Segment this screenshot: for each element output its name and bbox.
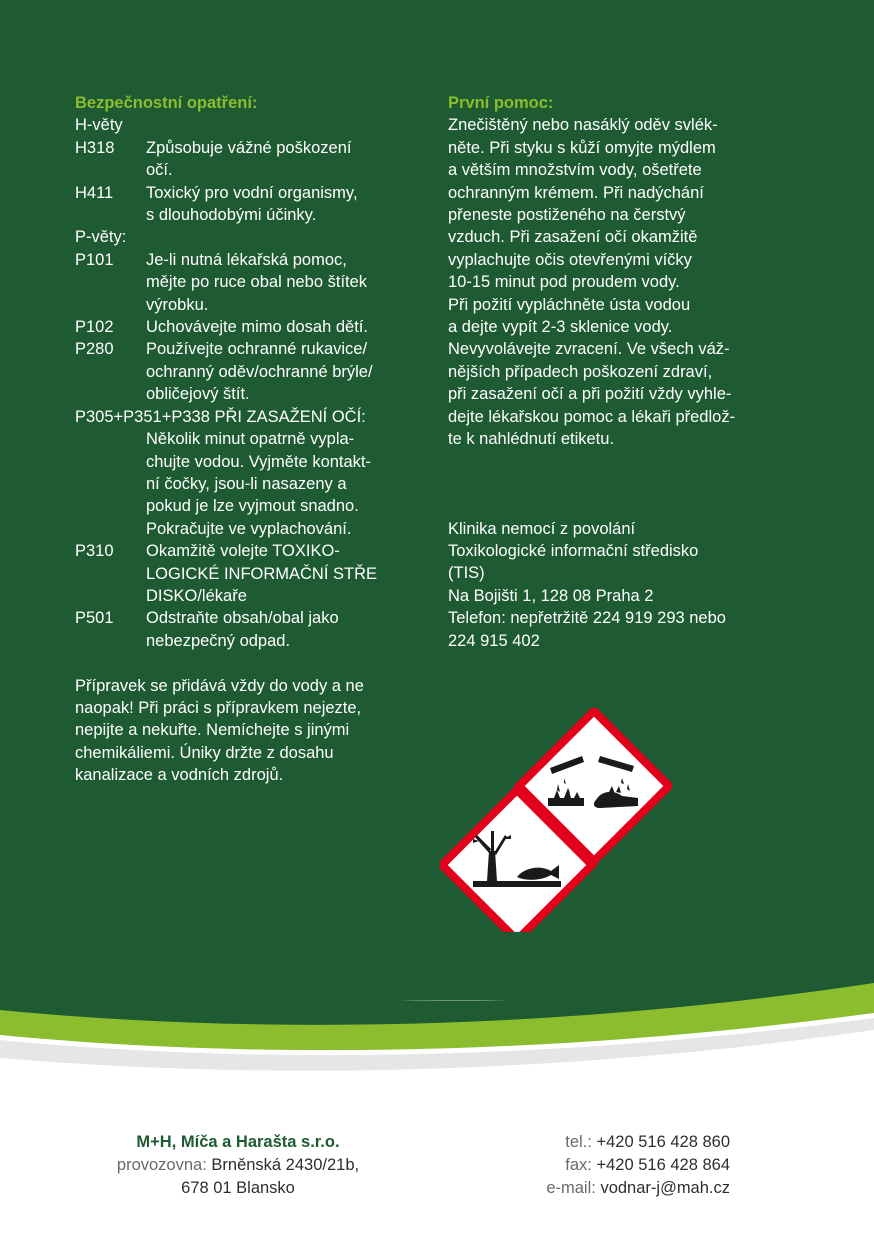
statement-line: Používejte ochranné rukavice/ [146, 340, 368, 359]
clinic-line: Telefon: nepřetržitě 224 919 293 nebo [448, 609, 726, 628]
statement-line: obličejový štít. [146, 385, 250, 404]
statement-code: P101 [75, 250, 114, 269]
note-line: chemikáliemi. Úniky držte z dosahu [75, 743, 334, 762]
p-statements-list [75, 249, 420, 406]
statement-line: Způsobuje vážné poškození [146, 138, 352, 157]
email-line[interactable] [470, 1177, 730, 1200]
statement-row [75, 137, 420, 182]
statement-line: s dlouhodobými účinky. [146, 206, 317, 225]
fax-value: +420 516 428 864 [596, 1156, 730, 1174]
first-aid-line: a větším množstvím vody, ošetřete [448, 161, 702, 180]
statement-line: Odstraňte obsah/obal jako [146, 609, 339, 628]
p305-title: P305+P351+P338 PŘI ZASAŽENÍ OČÍ: [75, 407, 366, 426]
first-aid-line: Nevyvolávejte zvracení. Ve všech váž- [448, 340, 730, 359]
statement-row [75, 338, 420, 405]
address-city: 678 01 Blansko [181, 1179, 295, 1197]
statement-text [146, 249, 420, 316]
email-label: e-mail: [546, 1179, 596, 1197]
p-statements-list-2 [75, 540, 420, 652]
fax-label: fax: [565, 1156, 592, 1174]
first-aid-line: Znečištěný nebo nasáklý oděv svlék- [448, 116, 718, 135]
first-aid-line: te k nahlédnutí etiketu. [448, 430, 615, 449]
address-label: provozovna: [116, 1156, 207, 1174]
statement-code: P102 [75, 318, 114, 337]
p305-line: pokud je lze vyjmout snadno. [146, 497, 359, 516]
note-line: Přípravek se přidává vždy do vody a ne [75, 676, 364, 695]
company-name: M+H, Míča a Harašta s.r.o. [136, 1133, 340, 1151]
statement-line: Je-li nutná lékařská pomoc, [146, 250, 347, 269]
hazard-pictograms [440, 708, 672, 932]
p-statements-title: P-věty: [75, 228, 127, 247]
statement-line: ochranný oděv/ochranné brýle/ [146, 362, 373, 381]
first-aid-line: a dejte vypít 2-3 sklenice vody. [448, 318, 673, 337]
statement-row [75, 249, 420, 316]
statement-code: H318 [75, 138, 115, 157]
statement-line: LOGICKÉ INFORMAČNÍ STŘE [146, 564, 378, 583]
first-aid-line: vzduch. Při zasažení očí okamžitě [448, 228, 698, 247]
first-aid-line: při zasažení očí a při požití vždy vyhle- [448, 385, 732, 404]
tel-label: tel.: [565, 1133, 592, 1151]
statement-line: mějte po ruce obal nebo štítek [146, 273, 368, 292]
statement-code: P501 [75, 609, 114, 628]
email-value[interactable]: vodnar-j@mah.cz [600, 1179, 730, 1197]
statement-text [146, 607, 420, 652]
clinic-line: (TIS) [448, 564, 485, 583]
statement-row [75, 182, 420, 227]
statement-line: očí. [146, 161, 173, 180]
statement-code: H411 [75, 183, 114, 202]
note-line: kanalizace a vodních zdrojů. [75, 766, 284, 785]
clinic-line: Klinika nemocí z povolání [448, 519, 636, 538]
first-aid-line: Při požití vypláchněte ústa vodou [448, 295, 691, 314]
statement-line: Uchovávejte mimo dosah dětí. [146, 318, 368, 337]
statement-line: výrobku. [146, 295, 209, 314]
statement-text [146, 182, 420, 227]
usage-note [75, 675, 420, 787]
p305-line: chujte vodou. Vyjměte kontakt- [146, 452, 372, 471]
statement-line: Toxický pro vodní organismy, [146, 183, 358, 202]
clinic-line: Na Bojišti 1, 128 08 Praha 2 [448, 586, 654, 605]
p305-line: ní čočky, jsou-li nasazeny a [146, 474, 347, 493]
first-aid-line: přeneste postiženého na čerstvý [448, 206, 686, 225]
first-aid-line: 10-15 minut pod proudem vody. [448, 273, 680, 292]
p305-line: Pokračujte ve vyplachování. [146, 519, 352, 538]
first-aid-line: ochranným krémem. Při nadýchání [448, 183, 704, 202]
statement-row [75, 607, 420, 652]
p305-text [75, 428, 420, 540]
h-statements-list [75, 137, 420, 227]
statement-text [146, 540, 420, 607]
statement-code: P280 [75, 340, 114, 359]
address-line [88, 1154, 388, 1177]
first-aid-text [448, 114, 798, 450]
safety-measures-column [75, 92, 420, 787]
footer-company-address [88, 1131, 388, 1200]
statement-text [146, 316, 420, 338]
first-aid-heading: První pomoc: [448, 94, 554, 112]
clinic-info [448, 518, 798, 652]
statement-line: DISKO/lékaře [146, 586, 247, 605]
safety-measures-heading: Bezpečnostní opatření: [75, 94, 258, 112]
clinic-line: Toxikologické informační středisko [448, 542, 699, 561]
fax-line [470, 1154, 730, 1177]
statement-line: Okamžitě volejte TOXIKO- [146, 542, 340, 561]
statement-line: nebezpečný odpad. [146, 631, 291, 650]
first-aid-line: něte. Při styku s kůží omyjte mýdlem [448, 138, 716, 157]
tel-line [470, 1131, 730, 1154]
statement-row [75, 316, 420, 338]
h-statements-title: H-věty [75, 116, 123, 135]
tel-value: +420 516 428 860 [596, 1133, 730, 1151]
clinic-line: 224 915 402 [448, 631, 540, 650]
address-street: Brněnská 2430/21b, [211, 1156, 360, 1174]
footer-contacts [470, 1131, 730, 1200]
statement-text [146, 137, 420, 182]
note-line: naopak! Při práci s přípravkem nejezte, [75, 698, 362, 717]
first-aid-line: nějších případech poškození zdraví, [448, 362, 713, 381]
p305-line: Několik minut opatrně vypla- [146, 430, 355, 449]
first-aid-line: vyplachujte očis otevřenými víčky [448, 250, 692, 269]
note-line: nepijte a nekuřte. Nemíchejte s jinými [75, 721, 350, 740]
statement-row [75, 540, 420, 607]
first-aid-line: dejte lékařskou pomoc a lékaři předlož- [448, 407, 736, 426]
statement-text [146, 338, 420, 405]
statement-code: P310 [75, 542, 114, 561]
first-aid-column [448, 92, 798, 652]
